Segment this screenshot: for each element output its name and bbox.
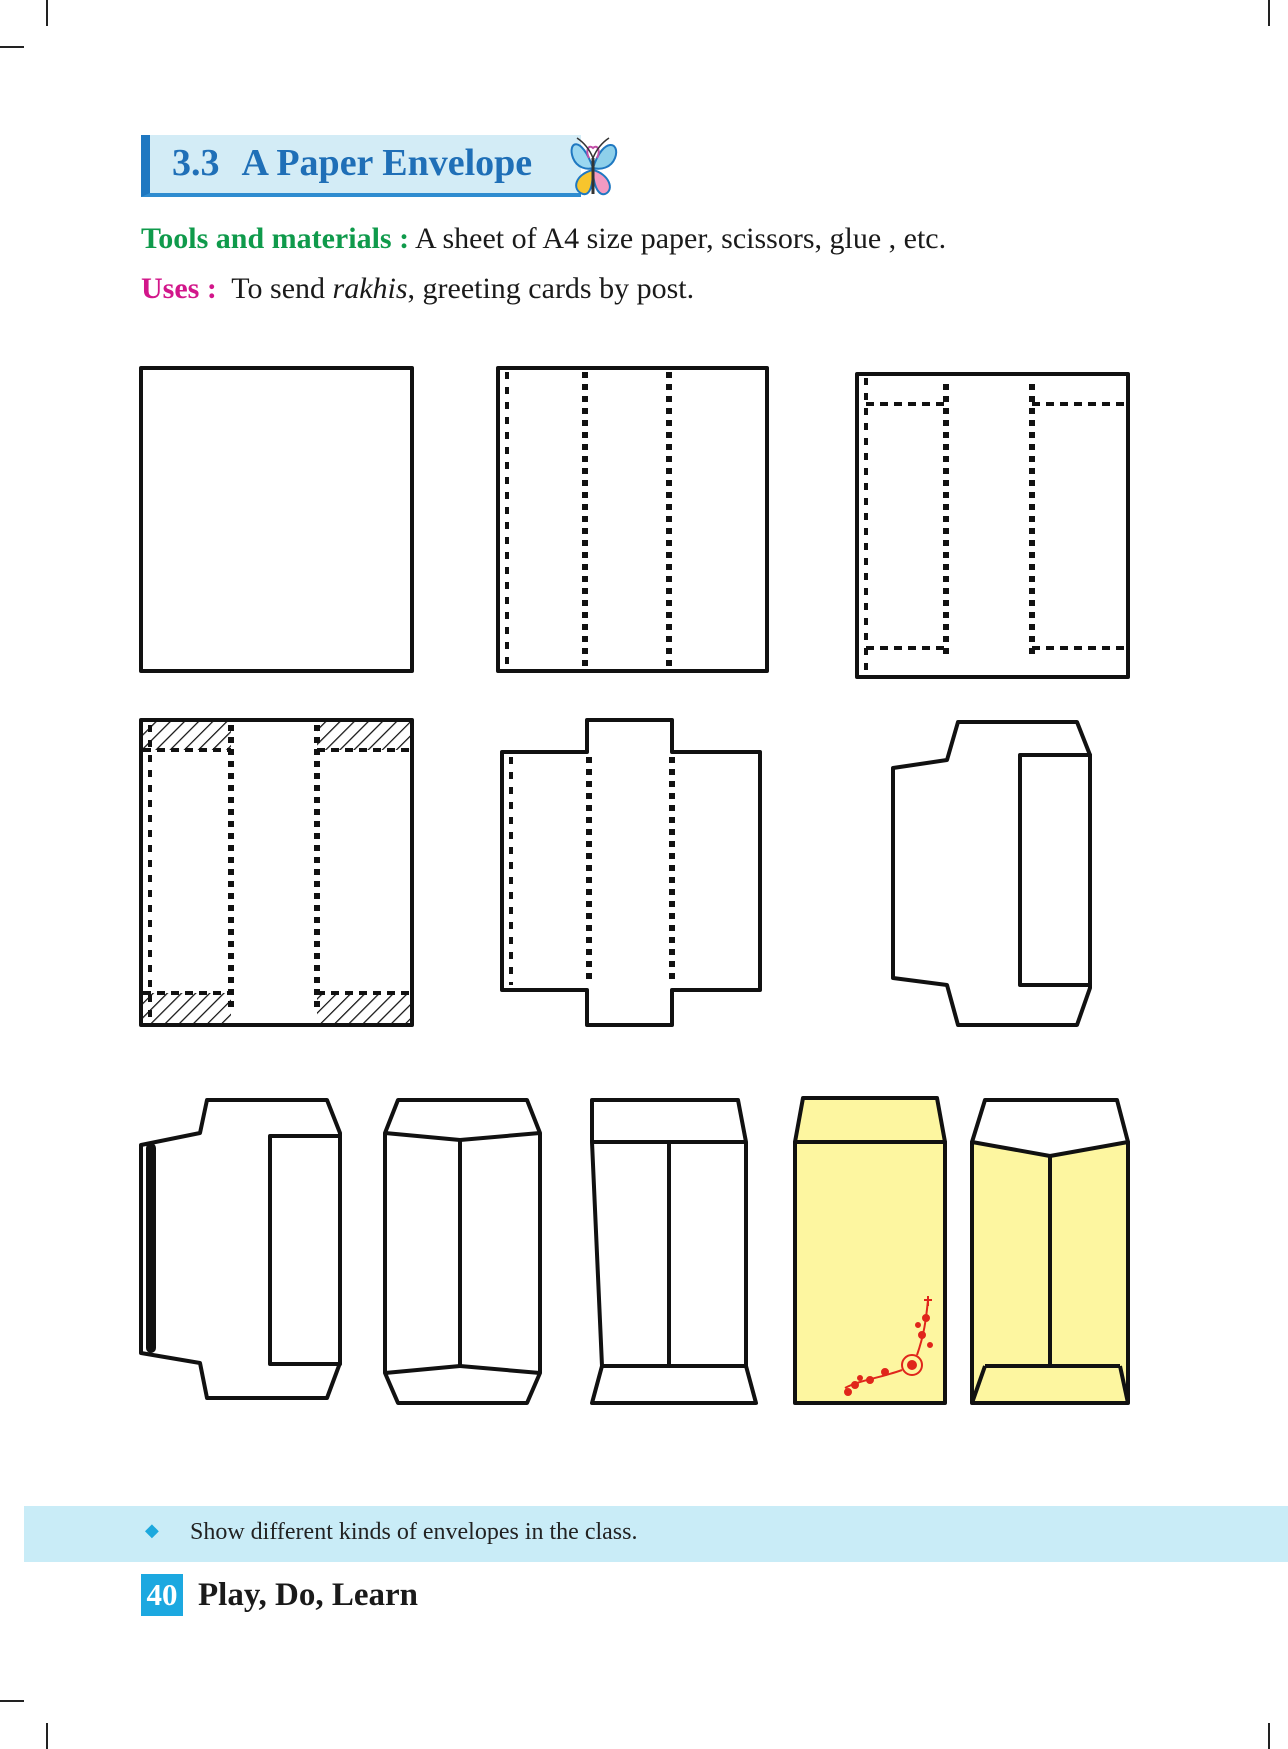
step-3-folds (857, 374, 1130, 677)
step-4-cut-areas (141, 720, 412, 1025)
crop-mark (46, 1723, 48, 1749)
uses-label: Uses : (141, 272, 217, 305)
open-yellow-envelope (972, 1100, 1128, 1403)
step-9-envelope (592, 1100, 756, 1403)
step-2-folds (498, 368, 767, 671)
decorated-envelope (795, 1098, 945, 1403)
uses-text: To send (216, 272, 333, 305)
activity-note (24, 1506, 1288, 1562)
book-title: Play, Do, Learn (198, 1577, 418, 1613)
step-8-folded-flaps (385, 1100, 540, 1403)
step-6-folded-side (893, 722, 1090, 1025)
note-text: Show different kinds of envelopes in the class. (190, 1519, 638, 1545)
step-5-cut-shape (502, 720, 760, 1025)
section-number: 3.3 (172, 142, 220, 184)
tools-text: A sheet of A4 size paper, scissors, glue , etc. (409, 222, 947, 255)
diamond-bullet-icon: ◆ (145, 1520, 159, 1540)
uses-text-end: , greeting cards by post. (407, 272, 695, 305)
crop-mark (1268, 1723, 1270, 1749)
step-7-glued-edge (141, 1100, 340, 1398)
page-number: 40 (141, 1574, 183, 1616)
uses-text-italic: rakhis (332, 272, 408, 305)
tools-label: Tools and materials : (141, 222, 410, 255)
crop-mark (0, 1700, 24, 1702)
section-title-text: A Paper Envelope (241, 142, 533, 184)
step-1-sheet (141, 368, 412, 671)
